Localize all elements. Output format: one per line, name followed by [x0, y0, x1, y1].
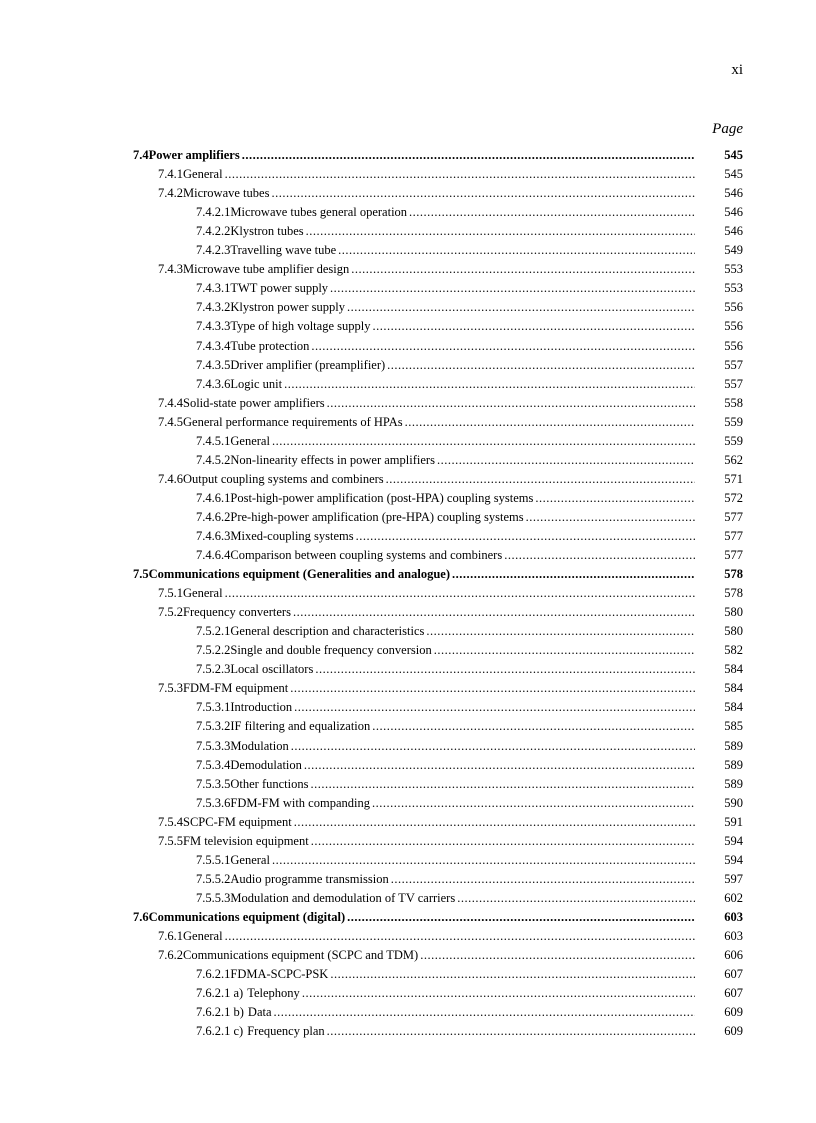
toc-entry-page: 607 [724, 967, 743, 982]
dot-leader [225, 929, 695, 944]
dot-leader [306, 224, 695, 239]
toc-entry-title: Communications equipment (digital) [148, 909, 346, 924]
toc-entry-number: 7.5.3.2 [196, 719, 231, 734]
dot-leader [420, 948, 695, 963]
toc-entry-7-4-5-1[interactable] [133, 430, 743, 449]
toc-entry-title: Communications equipment (Generalities and analogue) [148, 567, 451, 582]
toc-entry-7-4-6-2[interactable] [133, 506, 743, 525]
toc-entry-7-6-1[interactable] [133, 925, 743, 944]
toc-entry-page: 584 [724, 700, 743, 715]
toc-entry-7-4-3-1[interactable] [133, 277, 743, 296]
toc-entry-title: Logic unit [230, 376, 283, 391]
dot-leader [284, 377, 695, 392]
toc-entry-number: 7.4 [133, 148, 149, 163]
dot-leader [225, 586, 695, 601]
dot-leader [372, 719, 695, 734]
toc-entry-number: 7.4.5.1 [196, 433, 231, 448]
toc-entry-number: 7.4.2.1 [196, 205, 231, 220]
toc-entry-number: 7.5.2.2 [196, 643, 231, 658]
toc-entry-number: 7.4.3.3 [196, 319, 231, 334]
toc-entry-page: 591 [724, 814, 743, 829]
toc-entry-title: General description and characteristics [230, 624, 425, 639]
dot-leader [225, 167, 695, 182]
toc-entry-number: 7.5.5.3 [196, 890, 231, 905]
toc-entry-page: 562 [724, 452, 743, 467]
toc-entry-page: 590 [724, 795, 743, 810]
toc-entry-7-5-2-1[interactable] [133, 620, 743, 639]
toc-entry-7-4-2-2[interactable] [133, 220, 743, 239]
toc-entry-number: 7.5.5.2 [196, 871, 231, 886]
toc-entry-number: 7.4.6.3 [196, 528, 231, 543]
toc-entry-page: 578 [724, 567, 743, 582]
toc-entry-7-4-5-2[interactable] [133, 449, 743, 468]
dot-leader [311, 834, 695, 849]
toc-entry-title: Klystron tubes [230, 224, 304, 239]
toc-entry-number: 7.5.2.3 [196, 662, 231, 677]
toc-entry-number: 7.5.3.1 [196, 700, 231, 715]
dot-leader [426, 624, 695, 639]
dot-leader [372, 319, 695, 334]
dot-leader [372, 796, 695, 811]
toc-entry-7-4-2-1[interactable] [133, 201, 743, 220]
toc-entry-number: 7.4.3.4 [196, 338, 231, 353]
toc-entry-number: 7.5.4 [158, 814, 183, 829]
toc-entry-7-4-3-2[interactable] [133, 296, 743, 315]
toc-entry-number: 7.6.2.1 a) [196, 986, 244, 1001]
dot-leader [356, 529, 695, 544]
toc-entry-title: Data [247, 1005, 272, 1020]
toc-entry-number: 7.4.6.2 [196, 509, 231, 524]
toc-entry-7-4-2-3[interactable] [133, 239, 743, 258]
toc-entry-page: 549 [724, 243, 743, 258]
toc-entry-page: 580 [724, 605, 743, 620]
toc-entry-title: General [230, 852, 270, 867]
dot-leader [290, 681, 695, 696]
toc-entry-7-6-2-1[interactable] [133, 963, 743, 982]
toc-entry-page: 556 [724, 338, 743, 353]
toc-entry-page: 545 [724, 167, 743, 182]
toc-entry-number: 7.4.3 [158, 262, 183, 277]
toc-entry-title: IF filtering and equalization [230, 719, 371, 734]
toc-entry-title: TWT power supply [230, 281, 329, 296]
dot-leader [294, 815, 695, 830]
toc-entry-page: 606 [724, 948, 743, 963]
toc-entry-title: Solid-state power amplifiers [183, 395, 325, 410]
page-column-header: Page [712, 121, 743, 137]
toc-entry-page: 577 [724, 528, 743, 543]
toc-entry-7-5-5-1[interactable] [133, 849, 743, 868]
toc-entry-7-5-4[interactable] [133, 811, 743, 830]
toc-entry-number: 7.4.1 [158, 167, 183, 182]
toc-entry-7-4-2[interactable] [133, 182, 743, 201]
toc-entry-7-6-2-1-a[interactable] [133, 982, 743, 1001]
toc-entry-title: Tube protection [230, 338, 310, 353]
toc-entry-page: 589 [724, 757, 743, 772]
toc-entry-7-5-2-3[interactable] [133, 658, 743, 677]
toc-entry-page: 559 [724, 433, 743, 448]
toc-entry-7-5-3-2[interactable] [133, 715, 743, 734]
toc-entry-number: 7.6.2 [158, 948, 183, 963]
toc-entry-title: Microwave tube amplifier design [183, 262, 350, 277]
toc-entry-number: 7.5.1 [158, 586, 183, 601]
toc-entry-title: Non-linearity effects in power amplifiers [230, 452, 435, 467]
toc-entry-7-4-3-4[interactable] [133, 334, 743, 353]
toc-entry-number: 7.6.2.1 c) [196, 1024, 244, 1039]
toc-entry-page: 589 [724, 776, 743, 791]
toc-entry-title: FDM-FM equipment [183, 681, 289, 696]
dot-leader [330, 281, 695, 296]
toc-entry-7-5-3-1[interactable] [133, 696, 743, 715]
toc-entry-number: 7.4.2.3 [196, 243, 231, 258]
toc-entry-number: 7.4.3.5 [196, 357, 231, 372]
toc-entry-number: 7.4.3.2 [196, 300, 231, 315]
toc-entry-page: 602 [724, 890, 743, 905]
toc-entry-number: 7.4.5 [158, 414, 183, 429]
toc-entry-page: 556 [724, 300, 743, 315]
dot-leader [274, 1005, 695, 1020]
dot-leader [405, 415, 695, 430]
toc-entry-title: Driver amplifier (preamplifier) [230, 357, 386, 372]
toc-entry-page: 546 [724, 186, 743, 201]
dot-leader [409, 205, 695, 220]
toc-entry-title: Local oscillators [230, 662, 314, 677]
dot-leader [526, 510, 695, 525]
toc-entry-7-4-1[interactable] [133, 163, 743, 182]
toc-entry-title: Klystron power supply [230, 300, 345, 315]
toc-entry-title: General [183, 928, 223, 943]
toc-entry-7-5-3-5[interactable] [133, 773, 743, 792]
dot-leader [535, 491, 695, 506]
toc-entry-page: 557 [724, 357, 743, 372]
toc-entry-title: General [183, 586, 223, 601]
table-of-contents [133, 144, 743, 1039]
toc-entry-7-4-6-4[interactable] [133, 544, 743, 563]
toc-entry-7-5-3-6[interactable] [133, 792, 743, 811]
toc-entry-title: Microwave tubes [183, 186, 270, 201]
toc-entry-number: 7.6.2.1 [196, 967, 231, 982]
toc-entry-page: 597 [724, 871, 743, 886]
toc-entry-number: 7.5.3.4 [196, 757, 231, 772]
toc-entry-page: 572 [724, 490, 743, 505]
toc-entry-7-5-5[interactable] [133, 830, 743, 849]
toc-entry-page: 609 [724, 1005, 743, 1020]
toc-entry-page: 546 [724, 224, 743, 239]
toc-entry-7-5-2-2[interactable] [133, 639, 743, 658]
dot-leader [315, 662, 695, 677]
toc-entry-title: Frequency converters [183, 605, 291, 620]
toc-entry-title: Communications equipment (SCPC and TDM) [183, 948, 419, 963]
dot-leader [293, 605, 695, 620]
toc-entry-7-4[interactable] [133, 144, 743, 163]
dot-leader [310, 777, 695, 792]
toc-entry-7-4-3[interactable] [133, 258, 743, 277]
toc-entry-title: General [183, 167, 223, 182]
toc-entry-title: Travelling wave tube [230, 243, 337, 258]
toc-entry-7-4-6-1[interactable] [133, 487, 743, 506]
toc-entry-number: 7.5.3.5 [196, 776, 231, 791]
toc-entry-7-5-3[interactable] [133, 677, 743, 696]
toc-entry-number: 7.6 [133, 909, 149, 924]
toc-entry-page: 594 [724, 852, 743, 867]
dot-leader [294, 700, 695, 715]
toc-entry-7-4-3-3[interactable] [133, 315, 743, 334]
dot-leader [457, 891, 695, 906]
toc-entry-page: 577 [724, 509, 743, 524]
toc-entry-title: FM television equipment [183, 833, 309, 848]
dot-leader [330, 967, 695, 982]
toc-entry-number: 7.5.2.1 [196, 624, 231, 639]
toc-entry-number: 7.4.6 [158, 471, 183, 486]
toc-entry-7-4-6-3[interactable] [133, 525, 743, 544]
toc-entry-title: SCPC-FM equipment [183, 814, 292, 829]
toc-entry-page: 545 [724, 148, 743, 163]
toc-entry-7-6[interactable] [133, 906, 743, 925]
page-number: xi [731, 62, 743, 78]
toc-entry-number: 7.6.2.1 b) [196, 1005, 244, 1020]
toc-entry-title: Pre-high-power amplification (pre-HPA) coupling systems [230, 509, 524, 524]
toc-entry-title: Other functions [230, 776, 309, 791]
toc-entry-page: 546 [724, 205, 743, 220]
toc-entry-title: Comparison between coupling systems and combiners [230, 548, 503, 563]
toc-entry-title: Frequency plan [247, 1024, 325, 1039]
toc-entry-page: 584 [724, 681, 743, 696]
toc-entry-number: 7.4.3.6 [196, 376, 231, 391]
toc-entry-7-4-3-5[interactable] [133, 354, 743, 373]
dot-leader [242, 148, 695, 163]
toc-entry-number: 7.5.5 [158, 833, 183, 848]
toc-entry-title: Output coupling systems and combiners [183, 471, 384, 486]
toc-entry-page: 577 [724, 548, 743, 563]
toc-entry-page: 578 [724, 586, 743, 601]
dot-leader [271, 186, 695, 201]
dot-leader [304, 758, 695, 773]
toc-entry-7-5-3-4[interactable] [133, 754, 743, 773]
dot-leader [327, 1024, 695, 1039]
dot-leader [347, 910, 695, 925]
toc-entry-page: 589 [724, 738, 743, 753]
toc-entry-title: Microwave tubes general operation [230, 205, 408, 220]
toc-entry-title: FDMA-SCPC-PSK [230, 967, 329, 982]
dot-leader [386, 472, 695, 487]
toc-entry-page: 603 [724, 909, 743, 924]
toc-entry-7-6-2[interactable] [133, 944, 743, 963]
dot-leader [387, 358, 695, 373]
toc-entry-page: 580 [724, 624, 743, 639]
toc-entry-page: 603 [724, 928, 743, 943]
toc-entry-number: 7.4.2 [158, 186, 183, 201]
toc-entry-page: 584 [724, 662, 743, 677]
toc-entry-title: Power amplifiers [148, 148, 240, 163]
dot-leader [434, 643, 695, 658]
toc-entry-title: Modulation and demodulation of TV carriers [230, 890, 456, 905]
dot-leader [391, 872, 695, 887]
toc-entry-7-4-5[interactable] [133, 411, 743, 430]
dot-leader [437, 453, 695, 468]
toc-entry-title: Type of high voltage supply [230, 319, 371, 334]
toc-entry-title: Telephony [247, 986, 300, 1001]
toc-entry-title: Demodulation [230, 757, 302, 772]
toc-entry-7-5[interactable] [133, 563, 743, 582]
dot-leader [272, 434, 695, 449]
toc-entry-number: 7.5.3 [158, 681, 183, 696]
dot-leader [311, 339, 695, 354]
toc-entry-number: 7.5.2 [158, 605, 183, 620]
toc-entry-number: 7.5.3.3 [196, 738, 231, 753]
toc-entry-7-5-3-3[interactable] [133, 734, 743, 753]
toc-entry-number: 7.4.5.2 [196, 452, 231, 467]
dot-leader [272, 853, 695, 868]
dot-leader [452, 567, 695, 582]
dot-leader [347, 300, 695, 315]
toc-entry-page: 585 [724, 719, 743, 734]
toc-entry-title: Mixed-coupling systems [230, 528, 354, 543]
toc-entry-7-4-3-6[interactable] [133, 373, 743, 392]
toc-entry-7-5-2[interactable] [133, 601, 743, 620]
toc-entry-number: 7.6.1 [158, 928, 183, 943]
toc-entry-title: Post-high-power amplification (post-HPA) coupling systems [230, 490, 534, 505]
toc-entry-number: 7.5.5.1 [196, 852, 231, 867]
toc-entry-title: Modulation [230, 738, 289, 753]
dot-leader [351, 262, 695, 277]
dot-leader [504, 548, 695, 563]
toc-entry-number: 7.4.6.1 [196, 490, 231, 505]
toc-entry-page: 553 [724, 262, 743, 277]
toc-entry-page: 594 [724, 833, 743, 848]
toc-entry-page: 557 [724, 376, 743, 391]
toc-entry-page: 607 [724, 986, 743, 1001]
toc-entry-page: 582 [724, 643, 743, 658]
dot-leader [302, 986, 695, 1001]
toc-entry-page: 559 [724, 414, 743, 429]
toc-entry-number: 7.5.3.6 [196, 795, 231, 810]
toc-entry-page: 571 [724, 471, 743, 486]
toc-entry-number: 7.4.3.1 [196, 281, 231, 296]
toc-entry-title: Single and double frequency conversion [230, 643, 432, 658]
toc-entry-title: Audio programme transmission [230, 871, 389, 886]
toc-entry-page: 609 [724, 1024, 743, 1039]
toc-entry-title: General [230, 433, 270, 448]
toc-entry-number: 7.4.6.4 [196, 548, 231, 563]
toc-entry-7-5-1[interactable] [133, 582, 743, 601]
toc-entry-7-6-2-1-c[interactable] [133, 1020, 743, 1039]
toc-entry-number: 7.5 [133, 567, 149, 582]
toc-entry-page: 558 [724, 395, 743, 410]
toc-entry-7-4-6[interactable] [133, 468, 743, 487]
toc-entry-number: 7.4.2.2 [196, 224, 231, 239]
toc-entry-7-5-5-3[interactable] [133, 887, 743, 906]
dot-leader [338, 243, 695, 258]
toc-entry-7-4-4[interactable] [133, 392, 743, 411]
toc-entry-number: 7.4.4 [158, 395, 183, 410]
dot-leader [291, 739, 695, 754]
dot-leader [327, 396, 695, 411]
toc-entry-title: General performance requirements of HPAs [183, 414, 403, 429]
toc-entry-title: Introduction [230, 700, 293, 715]
toc-entry-7-6-2-1-b[interactable] [133, 1001, 743, 1020]
toc-entry-title: FDM-FM with companding [230, 795, 370, 810]
toc-entry-page: 553 [724, 281, 743, 296]
toc-entry-page: 556 [724, 319, 743, 334]
toc-entry-7-5-5-2[interactable] [133, 868, 743, 887]
